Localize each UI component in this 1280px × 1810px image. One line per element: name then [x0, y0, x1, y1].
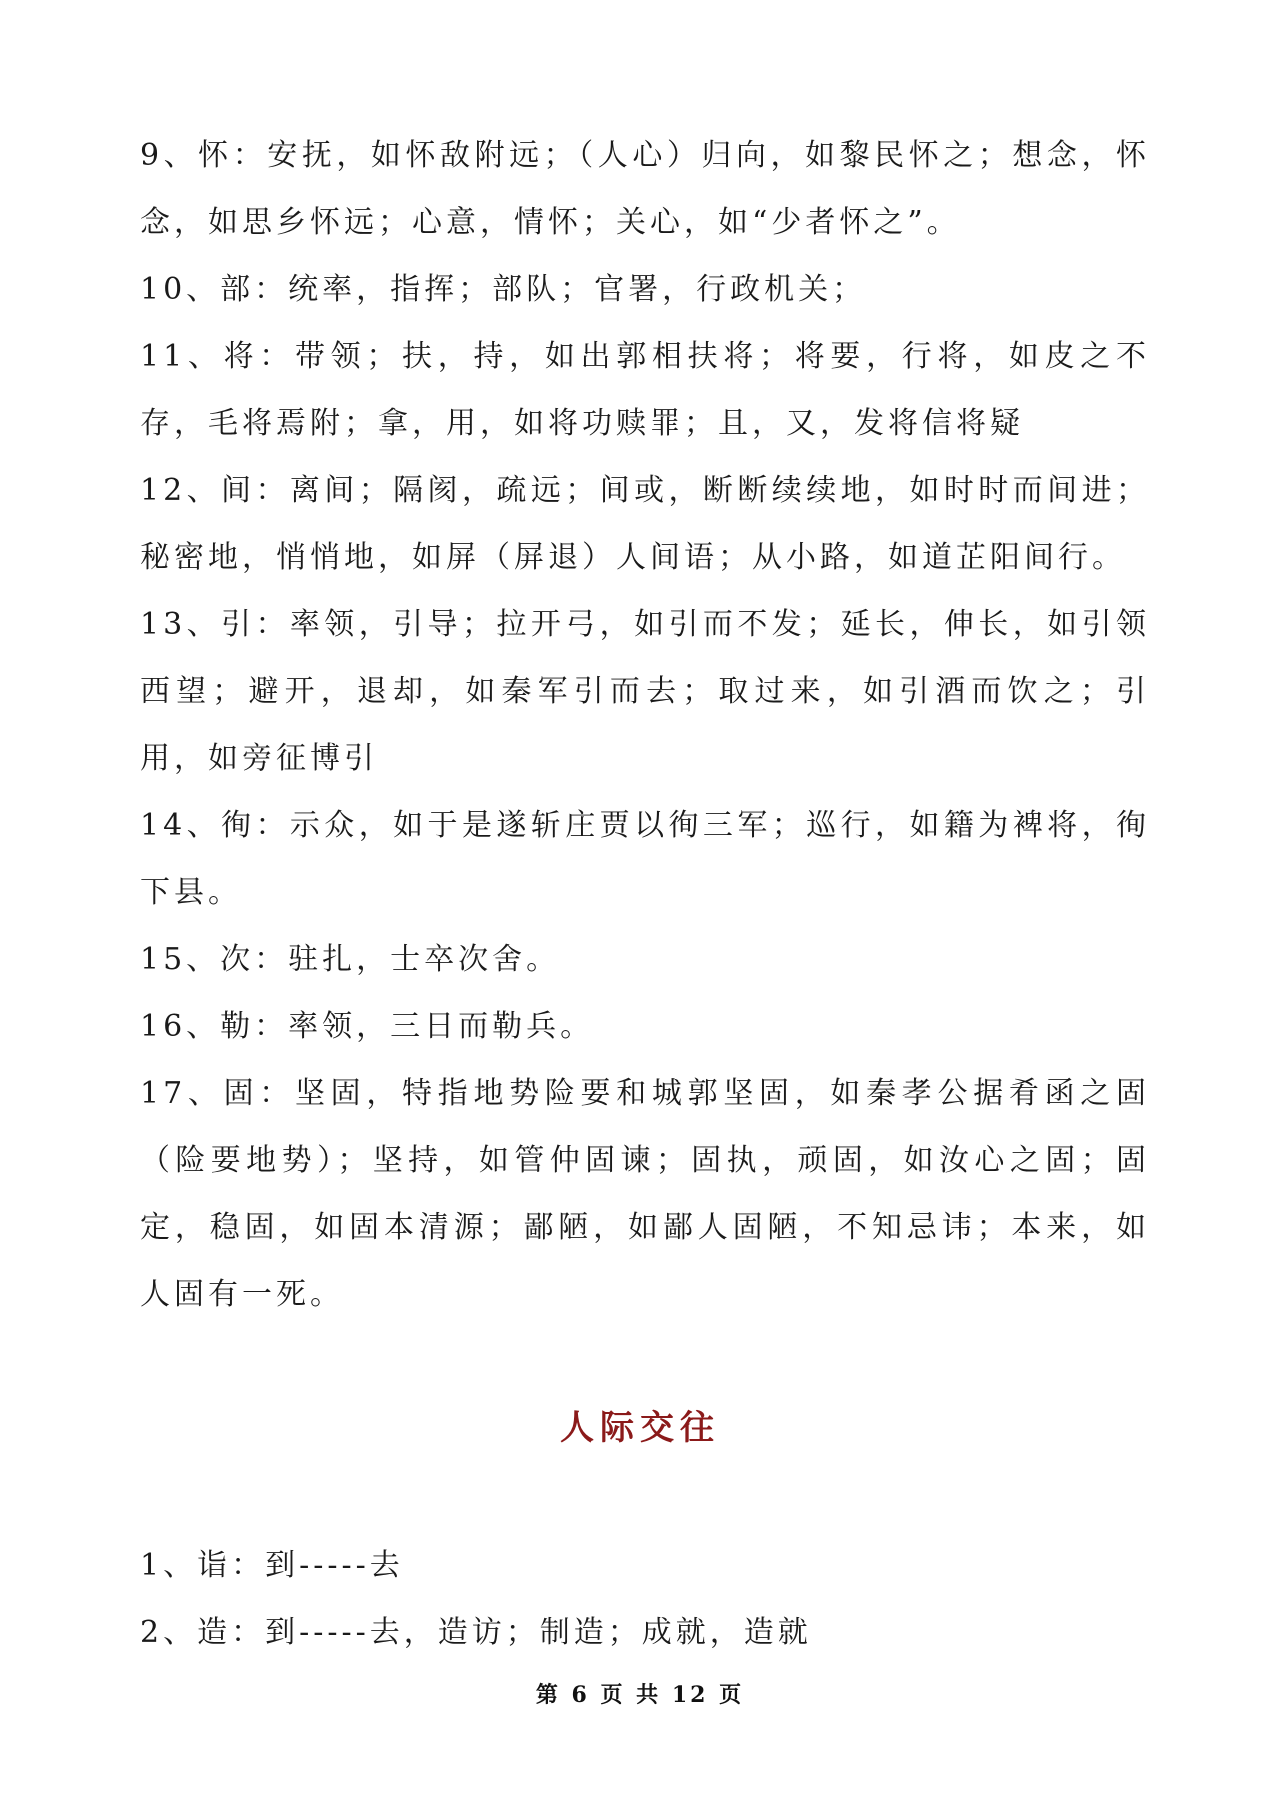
page-footer: 第 6 页 共 12 页 [535, 1682, 745, 1708]
entry-11-jiang: 11、将：带领；扶，持，如出郭相扶将；将要，行将，如皮之不存，毛将焉附；拿，用，如将功赎罪；且，又，发将信将疑 [140, 339, 1150, 441]
entry-13-yin: 13、引：率领，引导；拉开弓，如引而不发；延长，伸长，如引领西望；避开，退却，如秦军引而去；取过来，如引酒而饮之；引用，如旁征博引 [140, 607, 1150, 776]
entry-16-le: 16、勒：率领，三日而勒兵。 [140, 1009, 595, 1044]
entry-12-jian: 12、间：离间；隔阂，疏远；间或，断断续续地，如时时而间进；秘密地，悄悄地，如屏（屏退）人间语；从小路，如道芷阳间行。 [140, 473, 1150, 575]
section-entries-list [140, 1532, 1150, 1666]
section-title: 人际交往 [560, 1408, 720, 1448]
entry-15-ci: 15、次：驻扎，士卒次舍。 [140, 942, 561, 977]
section-entry-1-yi: 1、诣：到-----去 [140, 1548, 404, 1583]
entry-9-huai: 9、怀：安抚，如怀敌附远；（人心）归向，如黎民怀之；想念，怀念，如思乡怀远；心意，情怀；关心，如“少者怀之”。 [140, 138, 1150, 240]
section-entry-2-zao: 2、造：到-----去，造访；制造；成就，造就 [140, 1615, 812, 1650]
entries-list [140, 122, 1150, 1328]
entry-14-xun: 14、徇：示众，如于是遂斩庄贾以徇三军；巡行，如籍为裨将，徇下县。 [140, 808, 1150, 910]
entry-10-bu: 10、部：统率，指挥；部队；官署，行政机关； [140, 272, 867, 307]
entry-17-gu: 17、固：坚固，特指地势险要和城郭坚固，如秦孝公据肴函之固（险要地势）；坚持，如管仲固谏；固执，顽固，如汝心之固；固定，稳固，如固本清源；鄙陋，如鄙人固陋，不知忌讳；本来，如人固有一死。 [140, 1076, 1150, 1312]
